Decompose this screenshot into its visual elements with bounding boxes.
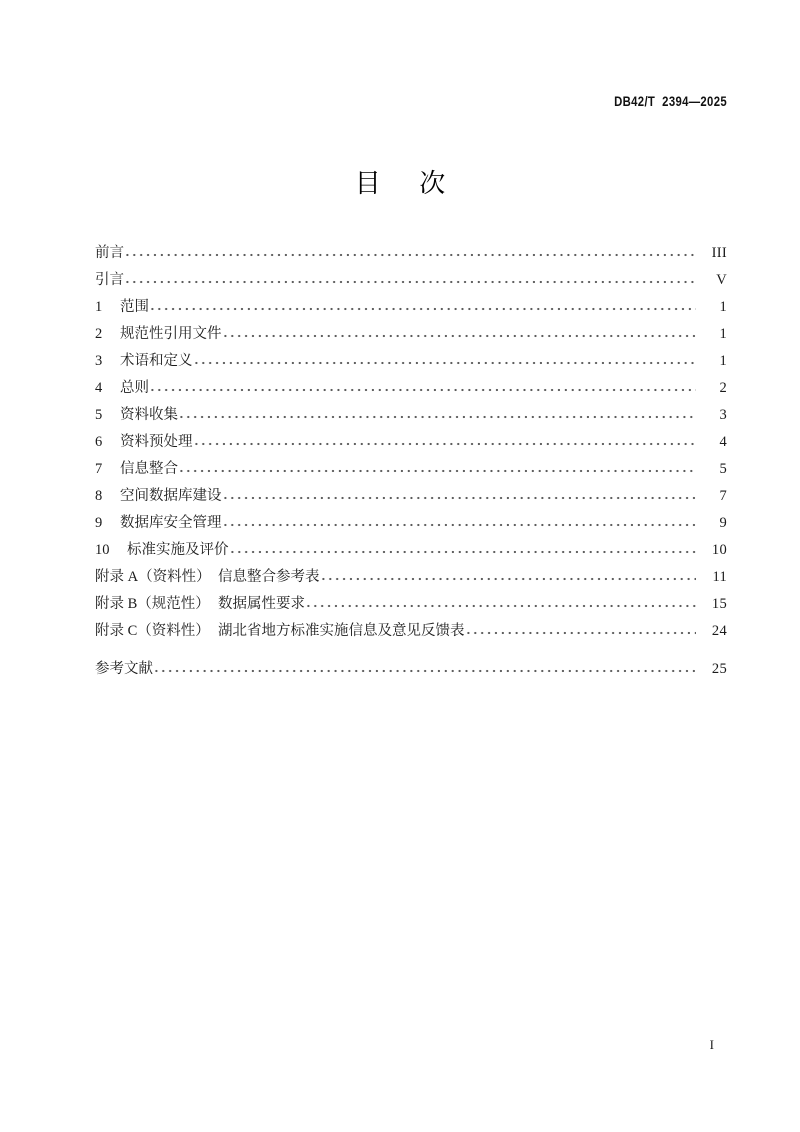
toc-entry[interactable] <box>95 290 727 317</box>
toc-entry-caption: 信息整合 <box>120 461 178 477</box>
toc-entry-page-number: 15 <box>711 596 727 612</box>
toc-entry-caption: 术语和定义 <box>120 353 193 369</box>
toc-entry-caption: 范围 <box>120 299 149 315</box>
toc-dot-leader <box>231 547 697 557</box>
toc-dot-leader <box>322 574 697 584</box>
toc-entry-number: 5 <box>95 407 103 423</box>
toc-entry-caption: 资料预处理 <box>120 434 193 450</box>
standard-code-header: DB42/T 2394—2025 <box>614 94 727 109</box>
toc-entry-annex-label: 附录 C（资料性） <box>95 623 210 639</box>
toc-dot-leader <box>151 304 696 314</box>
toc-entry-annex-label: 附录 A（资料性） <box>95 569 211 585</box>
toc-entry[interactable] <box>95 236 727 263</box>
toc-entry-page-number: 11 <box>712 569 727 585</box>
toc-dot-leader <box>307 601 696 611</box>
toc-entry-number: 1 <box>95 299 103 315</box>
toc-dot-leader <box>155 666 696 676</box>
toc-entry-page-number: 5 <box>719 461 727 477</box>
toc-entry-caption: 空间数据库建设 <box>120 488 222 504</box>
toc-entry-page-number: 2 <box>719 380 727 396</box>
toc-entry[interactable] <box>95 614 727 641</box>
toc-entry-page-number: 25 <box>711 661 727 677</box>
toc-dot-leader <box>224 493 697 503</box>
toc-entry-number: 7 <box>95 461 103 477</box>
toc-entry[interactable] <box>95 371 727 398</box>
toc-dot-leader <box>224 520 697 530</box>
toc-entry-number: 10 <box>95 542 110 558</box>
toc-entry-caption: 数据库安全管理 <box>120 515 222 531</box>
toc-dot-leader <box>467 628 697 638</box>
toc-entry[interactable] <box>95 425 727 452</box>
toc-entry[interactable] <box>95 506 727 533</box>
toc-entry[interactable] <box>95 652 727 679</box>
toc-entry[interactable] <box>95 452 727 479</box>
toc-entry[interactable] <box>95 263 727 290</box>
toc-entry-number: 6 <box>95 434 103 450</box>
toc-entry-number: 4 <box>95 380 103 396</box>
toc-entry-caption: 参考文献 <box>95 661 153 677</box>
toc-entry-page-number: 1 <box>719 353 727 369</box>
toc-entry-caption: 湖北省地方标准实施信息及意见反馈表 <box>218 623 465 639</box>
toc-dot-leader <box>180 466 696 476</box>
toc-entry[interactable] <box>95 587 727 614</box>
toc-entry-page-number: 10 <box>711 542 727 558</box>
toc-entry-caption: 引言 <box>95 272 124 288</box>
toc-entry-number: 3 <box>95 353 103 369</box>
toc-dot-leader <box>195 358 697 368</box>
toc-entry[interactable] <box>95 344 727 371</box>
toc-dot-leader <box>224 331 697 341</box>
toc-entry[interactable] <box>95 398 727 425</box>
toc-entry[interactable] <box>95 533 727 560</box>
toc-entry-page-number: V <box>716 272 727 288</box>
toc-dot-leader <box>151 385 696 395</box>
table-of-contents <box>95 236 727 679</box>
page-title: 目 次 <box>354 169 462 198</box>
toc-entry[interactable] <box>95 317 727 344</box>
toc-dot-leader <box>180 412 696 422</box>
toc-entry-caption: 规范性引用文件 <box>120 326 222 342</box>
toc-entry-caption: 前言 <box>95 245 124 261</box>
toc-entry-caption: 数据属性要求 <box>218 596 305 612</box>
page-folio: I <box>709 1037 714 1052</box>
toc-entry[interactable] <box>95 479 727 506</box>
toc-entry-number: 9 <box>95 515 103 531</box>
toc-entry-annex-label: 附录 B（规范性） <box>95 596 210 612</box>
toc-entry-page-number: III <box>711 245 727 261</box>
toc-entry-page-number: 7 <box>719 488 727 504</box>
toc-entry-number: 8 <box>95 488 103 504</box>
toc-entry-page-number: 3 <box>719 407 727 423</box>
toc-entry-page-number: 4 <box>719 434 727 450</box>
toc-entry-page-number: 1 <box>719 299 727 315</box>
toc-dot-leader <box>195 439 697 449</box>
toc-entry-caption: 资料收集 <box>120 407 178 423</box>
toc-entry-page-number: 24 <box>711 623 727 639</box>
toc-entry-caption: 标准实施及评价 <box>127 542 229 558</box>
toc-entry-caption: 总则 <box>120 380 149 396</box>
toc-dot-leader <box>126 277 696 287</box>
toc-entry[interactable] <box>95 560 727 587</box>
toc-entry-number: 2 <box>95 326 103 342</box>
toc-entry-page-number: 1 <box>719 326 727 342</box>
toc-entry-caption: 信息整合参考表 <box>218 569 320 585</box>
toc-entry-page-number: 9 <box>719 515 727 531</box>
toc-dot-leader <box>126 250 696 260</box>
